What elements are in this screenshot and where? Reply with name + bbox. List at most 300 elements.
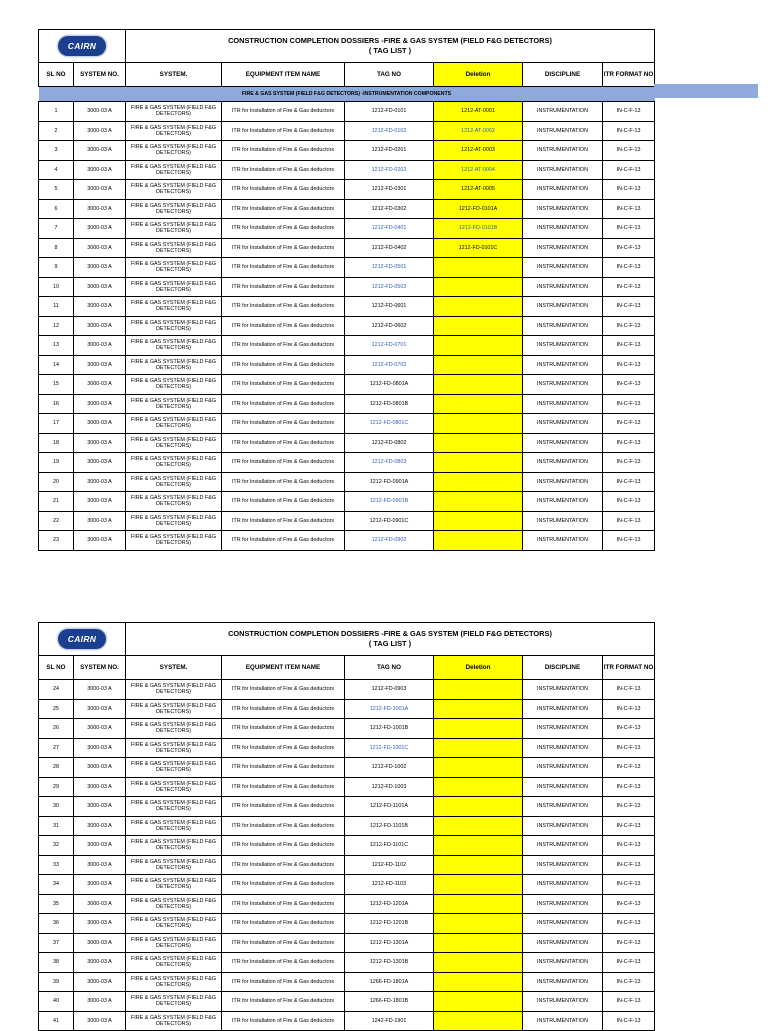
cell-system-no: 3000-03 A bbox=[74, 433, 126, 453]
cell-itr-format: IN-C-F-13 bbox=[603, 953, 655, 973]
cell-tag-no: 1212-FD-0903 bbox=[345, 680, 434, 700]
cell-equipment: ITR for Installation of Fire & Gas deductors bbox=[222, 219, 345, 239]
cell-sl-no: 27 bbox=[39, 738, 74, 758]
cell-tag-no: 1212-FD-0902 bbox=[345, 531, 434, 551]
cell-itr-format: IN-C-F-13 bbox=[603, 875, 655, 895]
cell-system: FIRE & GAS SYSTEM (FIELD F&G DETECTORS) bbox=[126, 102, 222, 122]
table-row bbox=[39, 336, 655, 356]
cell-equipment: ITR for Installation of Fire & Gas deductors bbox=[222, 433, 345, 453]
cell-discipline: INSTRUMENTATION bbox=[523, 933, 603, 953]
cell-tag-no: 1212-FD-1103 bbox=[345, 875, 434, 895]
cell-sl-no: 40 bbox=[39, 992, 74, 1012]
cell-system-no: 3000-03 A bbox=[74, 141, 126, 161]
cell-sl-no: 37 bbox=[39, 933, 74, 953]
cell-deletion: 1212-FD-0101B bbox=[434, 219, 523, 239]
cell-deletion: 1212-AT-0004 bbox=[434, 160, 523, 180]
cell-equipment: ITR for Installation of Fire & Gas deductors bbox=[222, 777, 345, 797]
cell-discipline: INSTRUMENTATION bbox=[523, 219, 603, 239]
table-row bbox=[39, 180, 655, 200]
cell-sl-no: 25 bbox=[39, 699, 74, 719]
table-row bbox=[39, 531, 655, 551]
table-row bbox=[39, 738, 655, 758]
cell-discipline: INSTRUMENTATION bbox=[523, 199, 603, 219]
cell-sl-no: 2 bbox=[39, 121, 74, 141]
cell-equipment: ITR for Installation of Fire & Gas deductors bbox=[222, 394, 345, 414]
cell-tag-no: 1212-FD-1201B bbox=[345, 914, 434, 934]
cell-system-no: 3000-03 A bbox=[74, 414, 126, 434]
table-row bbox=[39, 238, 655, 258]
cell-discipline: INSTRUMENTATION bbox=[523, 121, 603, 141]
tag-list-sheet-2 bbox=[38, 622, 654, 1031]
cell-system: FIRE & GAS SYSTEM (FIELD F&G DETECTORS) bbox=[126, 180, 222, 200]
table-row bbox=[39, 472, 655, 492]
cell-tag-no: 1212-FD-0302 bbox=[345, 199, 434, 219]
cell-system: FIRE & GAS SYSTEM (FIELD F&G DETECTORS) bbox=[126, 160, 222, 180]
header-deletion: Deletion bbox=[434, 63, 523, 87]
cell-system: FIRE & GAS SYSTEM (FIELD F&G DETECTORS) bbox=[126, 992, 222, 1012]
cell-system: FIRE & GAS SYSTEM (FIELD F&G DETECTORS) bbox=[126, 336, 222, 356]
header-system-no: SYSTEM NO. bbox=[74, 63, 126, 87]
cell-equipment: ITR for Installation of Fire & Gas deductors bbox=[222, 875, 345, 895]
table-row bbox=[39, 316, 655, 336]
cell-sl-no: 24 bbox=[39, 680, 74, 700]
cell-system-no: 3000-03 A bbox=[74, 875, 126, 895]
header-system-no: SYSTEM NO. bbox=[74, 656, 126, 680]
title-line-1: CONSTRUCTION COMPLETION DOSSIERS -FIRE & GAS SYSTEM (FIELD F&G DETECTORS) bbox=[228, 629, 552, 638]
cell-system: FIRE & GAS SYSTEM (FIELD F&G DETECTORS) bbox=[126, 414, 222, 434]
cell-deletion bbox=[434, 1011, 523, 1031]
cell-tag-no: 1212-FD-1003 bbox=[345, 777, 434, 797]
header-tag-no: TAG NO bbox=[345, 656, 434, 680]
cell-discipline: INSTRUMENTATION bbox=[523, 141, 603, 161]
cell-tag-no: 1212-FD-0803 bbox=[345, 453, 434, 473]
cell-system-no: 3000-03 A bbox=[74, 277, 126, 297]
cell-system: FIRE & GAS SYSTEM (FIELD F&G DETECTORS) bbox=[126, 836, 222, 856]
cell-itr-format: IN-C-F-13 bbox=[603, 394, 655, 414]
cell-deletion bbox=[434, 511, 523, 531]
cell-itr-format: IN-C-F-13 bbox=[603, 511, 655, 531]
cell-deletion bbox=[434, 277, 523, 297]
table-body-1 bbox=[39, 102, 655, 551]
cell-discipline: INSTRUMENTATION bbox=[523, 914, 603, 934]
cell-system: FIRE & GAS SYSTEM (FIELD F&G DETECTORS) bbox=[126, 1011, 222, 1031]
cell-system: FIRE & GAS SYSTEM (FIELD F&G DETECTORS) bbox=[126, 816, 222, 836]
header-deletion: Deletion bbox=[434, 656, 523, 680]
cell-deletion bbox=[434, 414, 523, 434]
cell-itr-format: IN-C-F-13 bbox=[603, 414, 655, 434]
header-discipline: DISCIPLINE bbox=[523, 656, 603, 680]
cell-system-no: 3000-03 A bbox=[74, 855, 126, 875]
cell-equipment: ITR for Installation of Fire & Gas deductors bbox=[222, 121, 345, 141]
cell-tag-no: 1212-FD-1301A bbox=[345, 933, 434, 953]
cell-tag-no: 1212-FD-0801C bbox=[345, 414, 434, 434]
table-row bbox=[39, 680, 655, 700]
cell-system-no: 3000-03 A bbox=[74, 336, 126, 356]
tag-list-table-1 bbox=[38, 29, 655, 551]
cell-sl-no: 31 bbox=[39, 816, 74, 836]
table-row bbox=[39, 777, 655, 797]
cell-discipline: INSTRUMENTATION bbox=[523, 297, 603, 317]
cell-deletion bbox=[434, 953, 523, 973]
cell-system-no: 3000-03 A bbox=[74, 121, 126, 141]
cell-deletion bbox=[434, 992, 523, 1012]
cell-system: FIRE & GAS SYSTEM (FIELD F&G DETECTORS) bbox=[126, 797, 222, 817]
cell-equipment: ITR for Installation of Fire & Gas deductors bbox=[222, 277, 345, 297]
cell-system-no: 3000-03 A bbox=[74, 219, 126, 239]
cell-discipline: INSTRUMENTATION bbox=[523, 336, 603, 356]
cell-equipment: ITR for Installation of Fire & Gas deductors bbox=[222, 1011, 345, 1031]
cell-itr-format: IN-C-F-13 bbox=[603, 699, 655, 719]
cell-tag-no: 1212-FD-0401 bbox=[345, 219, 434, 239]
table-row bbox=[39, 492, 655, 512]
document-title bbox=[126, 623, 655, 656]
cell-sl-no: 6 bbox=[39, 199, 74, 219]
cell-itr-format: IN-C-F-13 bbox=[603, 797, 655, 817]
cell-system-no: 3000-03 A bbox=[74, 394, 126, 414]
tag-list-table-2 bbox=[38, 622, 655, 1031]
table-row bbox=[39, 277, 655, 297]
cell-itr-format: IN-C-F-13 bbox=[603, 121, 655, 141]
cell-sl-no: 35 bbox=[39, 894, 74, 914]
cell-system-no: 3000-03 A bbox=[74, 699, 126, 719]
cell-equipment: ITR for Installation of Fire & Gas deductors bbox=[222, 511, 345, 531]
cell-equipment: ITR for Installation of Fire & Gas deductors bbox=[222, 953, 345, 973]
cell-system: FIRE & GAS SYSTEM (FIELD F&G DETECTORS) bbox=[126, 238, 222, 258]
cell-sl-no: 19 bbox=[39, 453, 74, 473]
cell-deletion bbox=[434, 972, 523, 992]
cell-sl-no: 5 bbox=[39, 180, 74, 200]
cell-discipline: INSTRUMENTATION bbox=[523, 992, 603, 1012]
table-row bbox=[39, 816, 655, 836]
cell-tag-no: 1212-FD-0801A bbox=[345, 375, 434, 395]
cell-system: FIRE & GAS SYSTEM (FIELD F&G DETECTORS) bbox=[126, 511, 222, 531]
cell-system-no: 3000-03 A bbox=[74, 531, 126, 551]
cell-system: FIRE & GAS SYSTEM (FIELD F&G DETECTORS) bbox=[126, 375, 222, 395]
cell-tag-no: 1266-FD-1801A bbox=[345, 972, 434, 992]
cell-itr-format: IN-C-F-13 bbox=[603, 141, 655, 161]
cell-tag-no: 1212-FD-1102 bbox=[345, 855, 434, 875]
cell-equipment: ITR for Installation of Fire & Gas deductors bbox=[222, 453, 345, 473]
cell-discipline: INSTRUMENTATION bbox=[523, 777, 603, 797]
cell-system-no: 3000-03 A bbox=[74, 199, 126, 219]
cell-deletion bbox=[434, 453, 523, 473]
cell-system: FIRE & GAS SYSTEM (FIELD F&G DETECTORS) bbox=[126, 953, 222, 973]
cell-deletion bbox=[434, 894, 523, 914]
cell-system-no: 3000-03 A bbox=[74, 355, 126, 375]
cell-discipline: INSTRUMENTATION bbox=[523, 180, 603, 200]
cell-sl-no: 28 bbox=[39, 758, 74, 778]
table-row bbox=[39, 836, 655, 856]
cell-system: FIRE & GAS SYSTEM (FIELD F&G DETECTORS) bbox=[126, 394, 222, 414]
cairn-logo: CAIRN bbox=[58, 36, 106, 56]
cell-tag-no: 1212-FD-0801B bbox=[345, 394, 434, 414]
cell-equipment: ITR for Installation of Fire & Gas deductors bbox=[222, 258, 345, 278]
header-equipment: EQUIPMENT ITEM NAME bbox=[222, 656, 345, 680]
cell-equipment: ITR for Installation of Fire & Gas deductors bbox=[222, 816, 345, 836]
cell-deletion bbox=[434, 355, 523, 375]
cell-sl-no: 34 bbox=[39, 875, 74, 895]
cell-itr-format: IN-C-F-13 bbox=[603, 375, 655, 395]
cell-system: FIRE & GAS SYSTEM (FIELD F&G DETECTORS) bbox=[126, 258, 222, 278]
header-sl-no: SL NO bbox=[39, 656, 74, 680]
header-equipment: EQUIPMENT ITEM NAME bbox=[222, 63, 345, 87]
cell-system: FIRE & GAS SYSTEM (FIELD F&G DETECTORS) bbox=[126, 933, 222, 953]
cell-discipline: INSTRUMENTATION bbox=[523, 719, 603, 739]
cell-sl-no: 11 bbox=[39, 297, 74, 317]
cell-itr-format: IN-C-F-13 bbox=[603, 972, 655, 992]
cell-sl-no: 4 bbox=[39, 160, 74, 180]
cell-system-no: 3000-03 A bbox=[74, 953, 126, 973]
cell-deletion bbox=[434, 797, 523, 817]
cell-system: FIRE & GAS SYSTEM (FIELD F&G DETECTORS) bbox=[126, 777, 222, 797]
cell-sl-no: 12 bbox=[39, 316, 74, 336]
cell-system-no: 3000-03 A bbox=[74, 836, 126, 856]
cell-itr-format: IN-C-F-13 bbox=[603, 933, 655, 953]
header-itr-format: ITR FORMAT NO bbox=[603, 63, 655, 87]
cell-sl-no: 8 bbox=[39, 238, 74, 258]
cell-equipment: ITR for Installation of Fire & Gas deductors bbox=[222, 699, 345, 719]
cell-itr-format: IN-C-F-13 bbox=[603, 180, 655, 200]
cell-tag-no: 1212-FD-0301 bbox=[345, 180, 434, 200]
cell-system: FIRE & GAS SYSTEM (FIELD F&G DETECTORS) bbox=[126, 914, 222, 934]
cell-system: FIRE & GAS SYSTEM (FIELD F&G DETECTORS) bbox=[126, 680, 222, 700]
table-row bbox=[39, 972, 655, 992]
cell-system: FIRE & GAS SYSTEM (FIELD F&G DETECTORS) bbox=[126, 972, 222, 992]
cell-itr-format: IN-C-F-13 bbox=[603, 258, 655, 278]
cell-sl-no: 23 bbox=[39, 531, 74, 551]
cell-equipment: ITR for Installation of Fire & Gas deductors bbox=[222, 199, 345, 219]
cell-itr-format: IN-C-F-13 bbox=[603, 719, 655, 739]
tag-list-sheet-1 bbox=[38, 29, 654, 551]
cell-itr-format: IN-C-F-13 bbox=[603, 238, 655, 258]
cell-equipment: ITR for Installation of Fire & Gas deductors bbox=[222, 375, 345, 395]
cell-tag-no: 1212-FD-1001A bbox=[345, 699, 434, 719]
cell-discipline: INSTRUMENTATION bbox=[523, 1011, 603, 1031]
cell-system: FIRE & GAS SYSTEM (FIELD F&G DETECTORS) bbox=[126, 141, 222, 161]
cell-deletion bbox=[434, 375, 523, 395]
header-itr-format: ITR FORMAT NO bbox=[603, 656, 655, 680]
cell-sl-no: 26 bbox=[39, 719, 74, 739]
cell-system: FIRE & GAS SYSTEM (FIELD F&G DETECTORS) bbox=[126, 472, 222, 492]
cell-itr-format: IN-C-F-13 bbox=[603, 297, 655, 317]
cell-sl-no: 41 bbox=[39, 1011, 74, 1031]
cell-deletion bbox=[434, 472, 523, 492]
cell-discipline: INSTRUMENTATION bbox=[523, 738, 603, 758]
table-row bbox=[39, 699, 655, 719]
cell-tag-no: 1212-FD-0802 bbox=[345, 433, 434, 453]
cell-tag-no: 1212-FD-0502 bbox=[345, 277, 434, 297]
cell-system-no: 3000-03 A bbox=[74, 758, 126, 778]
cell-sl-no: 13 bbox=[39, 336, 74, 356]
cell-tag-no: 1212-FD-0601 bbox=[345, 297, 434, 317]
cell-deletion bbox=[434, 855, 523, 875]
cell-system-no: 3000-03 A bbox=[74, 972, 126, 992]
cell-itr-format: IN-C-F-13 bbox=[603, 336, 655, 356]
cell-discipline: INSTRUMENTATION bbox=[523, 453, 603, 473]
header-tag-no: TAG NO bbox=[345, 63, 434, 87]
cell-deletion bbox=[434, 914, 523, 934]
cell-tag-no: 1212-FD-0202 bbox=[345, 160, 434, 180]
cell-sl-no: 1 bbox=[39, 102, 74, 122]
cell-equipment: ITR for Installation of Fire & Gas deductors bbox=[222, 355, 345, 375]
cell-equipment: ITR for Installation of Fire & Gas deductors bbox=[222, 933, 345, 953]
cell-system-no: 3000-03 A bbox=[74, 160, 126, 180]
cell-equipment: ITR for Installation of Fire & Gas deductors bbox=[222, 680, 345, 700]
cell-system-no: 3000-03 A bbox=[74, 472, 126, 492]
cell-system-no: 3000-03 A bbox=[74, 914, 126, 934]
header-sl-no: SL NO bbox=[39, 63, 74, 87]
cell-equipment: ITR for Installation of Fire & Gas deductors bbox=[222, 102, 345, 122]
cell-deletion bbox=[434, 258, 523, 278]
cell-tag-no: 1212-FD-0901B bbox=[345, 492, 434, 512]
cell-sl-no: 29 bbox=[39, 777, 74, 797]
cell-discipline: INSTRUMENTATION bbox=[523, 160, 603, 180]
cell-discipline: INSTRUMENTATION bbox=[523, 875, 603, 895]
cell-itr-format: IN-C-F-13 bbox=[603, 914, 655, 934]
cell-tag-no: 1212-FD-0402 bbox=[345, 238, 434, 258]
cell-discipline: INSTRUMENTATION bbox=[523, 492, 603, 512]
header-discipline: DISCIPLINE bbox=[523, 63, 603, 87]
cell-sl-no: 39 bbox=[39, 972, 74, 992]
cell-system: FIRE & GAS SYSTEM (FIELD F&G DETECTORS) bbox=[126, 453, 222, 473]
cell-itr-format: IN-C-F-13 bbox=[603, 531, 655, 551]
cell-tag-no: 1212-FD-0701 bbox=[345, 336, 434, 356]
cell-system: FIRE & GAS SYSTEM (FIELD F&G DETECTORS) bbox=[126, 199, 222, 219]
cell-system: FIRE & GAS SYSTEM (FIELD F&G DETECTORS) bbox=[126, 355, 222, 375]
cell-equipment: ITR for Installation of Fire & Gas deductors bbox=[222, 414, 345, 434]
cell-discipline: INSTRUMENTATION bbox=[523, 316, 603, 336]
cell-sl-no: 3 bbox=[39, 141, 74, 161]
cell-sl-no: 36 bbox=[39, 914, 74, 934]
table-row bbox=[39, 375, 655, 395]
table-row bbox=[39, 199, 655, 219]
cell-itr-format: IN-C-F-13 bbox=[603, 472, 655, 492]
cell-system: FIRE & GAS SYSTEM (FIELD F&G DETECTORS) bbox=[126, 875, 222, 895]
cell-equipment: ITR for Installation of Fire & Gas deductors bbox=[222, 894, 345, 914]
cell-equipment: ITR for Installation of Fire & Gas deductors bbox=[222, 531, 345, 551]
cell-sl-no: 10 bbox=[39, 277, 74, 297]
cell-equipment: ITR for Installation of Fire & Gas deductors bbox=[222, 914, 345, 934]
cell-discipline: INSTRUMENTATION bbox=[523, 258, 603, 278]
cell-tag-no: 1212-FD-1001B bbox=[345, 719, 434, 739]
cell-itr-format: IN-C-F-13 bbox=[603, 316, 655, 336]
cell-tag-no: 1212-FD-1101A bbox=[345, 797, 434, 817]
cell-system-no: 3000-03 A bbox=[74, 297, 126, 317]
cell-itr-format: IN-C-F-13 bbox=[603, 199, 655, 219]
table-row bbox=[39, 953, 655, 973]
cell-deletion bbox=[434, 875, 523, 895]
cell-equipment: ITR for Installation of Fire & Gas deductors bbox=[222, 758, 345, 778]
header-system: SYSTEM. bbox=[126, 656, 222, 680]
table-row bbox=[39, 894, 655, 914]
cell-discipline: INSTRUMENTATION bbox=[523, 511, 603, 531]
cell-system: FIRE & GAS SYSTEM (FIELD F&G DETECTORS) bbox=[126, 738, 222, 758]
cell-sl-no: 18 bbox=[39, 433, 74, 453]
cell-sl-no: 15 bbox=[39, 375, 74, 395]
cell-tag-no: 1212-FD-0101 bbox=[345, 102, 434, 122]
cell-itr-format: IN-C-F-13 bbox=[603, 453, 655, 473]
table-row bbox=[39, 160, 655, 180]
cell-discipline: INSTRUMENTATION bbox=[523, 433, 603, 453]
cell-itr-format: IN-C-F-13 bbox=[603, 277, 655, 297]
cell-system: FIRE & GAS SYSTEM (FIELD F&G DETECTORS) bbox=[126, 758, 222, 778]
cell-itr-format: IN-C-F-13 bbox=[603, 758, 655, 778]
title-line-1: CONSTRUCTION COMPLETION DOSSIERS -FIRE & GAS SYSTEM (FIELD F&G DETECTORS) bbox=[228, 36, 552, 45]
cell-system-no: 3000-03 A bbox=[74, 894, 126, 914]
cell-system: FIRE & GAS SYSTEM (FIELD F&G DETECTORS) bbox=[126, 719, 222, 739]
cell-itr-format: IN-C-F-13 bbox=[603, 894, 655, 914]
cell-system-no: 3000-03 A bbox=[74, 316, 126, 336]
cell-tag-no: 1212-FD-0901C bbox=[345, 511, 434, 531]
cell-equipment: ITR for Installation of Fire & Gas deductors bbox=[222, 180, 345, 200]
cell-system: FIRE & GAS SYSTEM (FIELD F&G DETECTORS) bbox=[126, 492, 222, 512]
cell-equipment: ITR for Installation of Fire & Gas deductors bbox=[222, 160, 345, 180]
cell-discipline: INSTRUMENTATION bbox=[523, 355, 603, 375]
cell-itr-format: IN-C-F-13 bbox=[603, 680, 655, 700]
table-row bbox=[39, 511, 655, 531]
cell-deletion: 1212-FD-0101A bbox=[434, 199, 523, 219]
cell-system-no: 3000-03 A bbox=[74, 933, 126, 953]
cell-system-no: 3000-03 A bbox=[74, 1011, 126, 1031]
cell-tag-no: 1212-FD-1101C bbox=[345, 836, 434, 856]
cell-sl-no: 33 bbox=[39, 855, 74, 875]
table-row bbox=[39, 1011, 655, 1031]
cell-system-no: 3000-03 A bbox=[74, 258, 126, 278]
cell-equipment: ITR for Installation of Fire & Gas deductors bbox=[222, 738, 345, 758]
cell-deletion: 1212-AT-0005 bbox=[434, 180, 523, 200]
cell-system-no: 3000-03 A bbox=[74, 375, 126, 395]
table-row bbox=[39, 121, 655, 141]
cell-discipline: INSTRUMENTATION bbox=[523, 375, 603, 395]
cell-itr-format: IN-C-F-13 bbox=[603, 219, 655, 239]
cell-tag-no: 1212-FD-1001C bbox=[345, 738, 434, 758]
cell-tag-no: 1212-FD-0201 bbox=[345, 141, 434, 161]
cell-sl-no: 20 bbox=[39, 472, 74, 492]
cell-system: FIRE & GAS SYSTEM (FIELD F&G DETECTORS) bbox=[126, 699, 222, 719]
logo-cell bbox=[39, 30, 126, 63]
cell-system: FIRE & GAS SYSTEM (FIELD F&G DETECTORS) bbox=[126, 219, 222, 239]
cell-equipment: ITR for Installation of Fire & Gas deductors bbox=[222, 472, 345, 492]
cell-system-no: 3000-03 A bbox=[74, 777, 126, 797]
cell-system-no: 3000-03 A bbox=[74, 719, 126, 739]
cell-equipment: ITR for Installation of Fire & Gas deductors bbox=[222, 316, 345, 336]
cell-discipline: INSTRUMENTATION bbox=[523, 102, 603, 122]
cell-discipline: INSTRUMENTATION bbox=[523, 680, 603, 700]
cell-discipline: INSTRUMENTATION bbox=[523, 394, 603, 414]
cell-discipline: INSTRUMENTATION bbox=[523, 855, 603, 875]
cell-sl-no: 9 bbox=[39, 258, 74, 278]
cell-itr-format: IN-C-F-13 bbox=[603, 355, 655, 375]
table-row bbox=[39, 141, 655, 161]
cell-deletion bbox=[434, 719, 523, 739]
cell-system: FIRE & GAS SYSTEM (FIELD F&G DETECTORS) bbox=[126, 297, 222, 317]
section-band-extension bbox=[654, 84, 758, 98]
cell-tag-no: 1212-FD-0501 bbox=[345, 258, 434, 278]
cell-system-no: 3000-03 A bbox=[74, 102, 126, 122]
cell-deletion bbox=[434, 336, 523, 356]
table-row bbox=[39, 797, 655, 817]
cell-deletion: 1212-FD-0101C bbox=[434, 238, 523, 258]
cell-sl-no: 21 bbox=[39, 492, 74, 512]
cell-deletion bbox=[434, 394, 523, 414]
cell-discipline: INSTRUMENTATION bbox=[523, 972, 603, 992]
cell-deletion bbox=[434, 933, 523, 953]
table-body-2 bbox=[39, 680, 655, 1031]
cell-deletion: 1212-AT-0003 bbox=[434, 141, 523, 161]
cell-sl-no: 16 bbox=[39, 394, 74, 414]
cell-deletion bbox=[434, 777, 523, 797]
table-row bbox=[39, 855, 655, 875]
